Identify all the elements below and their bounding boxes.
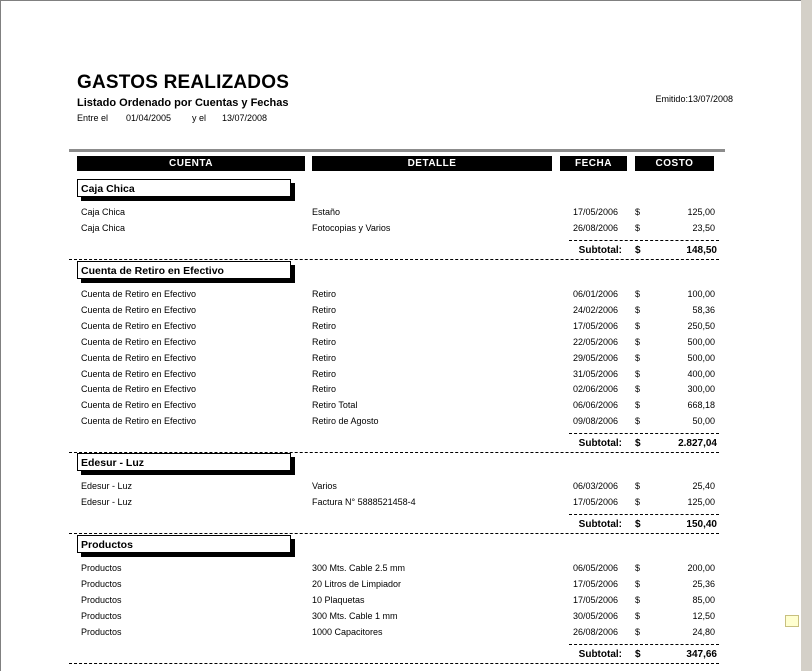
cell-costo: 250,50 (687, 320, 715, 331)
cell-cuenta: Edesur - Luz (81, 481, 133, 491)
cell-detalle: Varios (312, 481, 337, 491)
cell-currency: $ (635, 400, 641, 411)
cell-fecha: 31/05/2006 (572, 368, 618, 379)
header-rule (69, 149, 725, 152)
cell-cuenta: Cuenta de Retiro en Efectivo (81, 336, 197, 347)
col-header-fecha: FECHA (560, 156, 627, 171)
cell-costo: 668,18 (687, 400, 715, 411)
subtotal-row (1, 518, 801, 532)
group-title: Productos (77, 535, 291, 553)
cell-costo: 200,00 (687, 563, 715, 573)
cell-detalle: Retiro de Agosto (312, 416, 379, 427)
cell-fecha: 02/06/2006 (572, 384, 618, 395)
cell-detalle: Factura N° 5888521458-4 (312, 496, 416, 507)
cell-cuenta: Cuenta de Retiro en Efectivo (81, 400, 197, 411)
emitido-date: Emitido:13/07/2008 (655, 94, 733, 104)
col-header-costo: COSTO (635, 156, 714, 171)
cell-fecha: 29/05/2006 (572, 352, 618, 363)
subtotal-row (1, 244, 801, 258)
group-separator (69, 259, 719, 260)
cell-cuenta: Productos (81, 563, 122, 573)
cell-fecha: 26/08/2006 (572, 626, 618, 637)
table-row (1, 577, 801, 591)
cell-currency: $ (635, 481, 641, 491)
cell-costo: 23,50 (692, 222, 715, 233)
cell-fecha: 06/06/2006 (572, 400, 618, 411)
cell-costo: 50,00 (692, 416, 715, 427)
cell-costo: 24,80 (692, 626, 715, 637)
cell-fecha: 17/05/2006 (572, 594, 618, 605)
col-header-cuenta: CUENTA (77, 156, 305, 171)
table-row (1, 221, 801, 235)
cell-fecha: 06/03/2006 (572, 481, 618, 491)
group-title: Edesur - Luz (77, 453, 291, 471)
subtotal-value: 347,66 (686, 648, 717, 660)
cell-detalle: Retiro (312, 384, 337, 395)
cell-currency: $ (635, 289, 641, 299)
cell-cuenta: Cuenta de Retiro en Efectivo (81, 352, 197, 363)
table-row (1, 367, 801, 381)
cell-cuenta: Cuenta de Retiro en Efectivo (81, 320, 197, 331)
cell-detalle: Retiro (312, 368, 337, 379)
cell-fecha: 17/05/2006 (572, 320, 618, 331)
cell-costo: 58,36 (692, 304, 715, 315)
cell-costo: 25,40 (692, 481, 715, 491)
group-title: Caja Chica (77, 179, 291, 197)
col-header-detalle: DETALLE (312, 156, 552, 171)
subtotal-row (1, 437, 801, 451)
range-and: y el (192, 113, 207, 123)
cell-fecha: 17/05/2006 (572, 578, 618, 589)
subtotal-label: Subtotal: (578, 244, 622, 256)
table-row (1, 319, 801, 333)
table-row (1, 205, 801, 219)
cell-fecha: 09/08/2006 (572, 416, 618, 427)
cell-costo: 25,36 (692, 578, 715, 589)
cell-detalle: Retiro (312, 289, 337, 299)
cell-detalle: Fotocopias y Varios (312, 222, 391, 233)
cell-detalle: 300 Mts. Cable 1 mm (312, 610, 398, 621)
cell-detalle: Retiro (312, 336, 337, 347)
cell-detalle: Estaño (312, 207, 341, 217)
cell-currency: $ (635, 416, 641, 427)
cell-currency: $ (635, 336, 641, 347)
cell-detalle: 20 Litros de Limpiador (312, 578, 402, 589)
range-label: Entre el (77, 113, 109, 123)
cell-detalle: 300 Mts. Cable 2.5 mm (312, 563, 406, 573)
cell-costo: 125,00 (687, 496, 715, 507)
table-row (1, 351, 801, 365)
cell-currency: $ (635, 207, 641, 217)
cell-cuenta: Cuenta de Retiro en Efectivo (81, 289, 197, 299)
cell-currency: $ (635, 222, 641, 233)
cell-costo: 12,50 (692, 610, 715, 621)
cell-costo: 400,00 (687, 368, 715, 379)
cell-cuenta: Productos (81, 626, 122, 637)
cell-costo: 300,00 (687, 384, 715, 395)
cell-detalle: 1000 Capacitores (312, 626, 383, 637)
cell-currency: $ (635, 626, 641, 637)
cell-fecha: 24/02/2006 (572, 304, 618, 315)
cell-currency: $ (635, 578, 641, 589)
table-row (1, 382, 801, 396)
subtotal-rule (569, 514, 719, 515)
cell-cuenta: Cuenta de Retiro en Efectivo (81, 416, 197, 427)
cell-detalle: Retiro (312, 304, 337, 315)
cell-costo: 85,00 (692, 594, 715, 605)
range-from: 01/04/2005 (126, 113, 172, 123)
cell-cuenta: Cuenta de Retiro en Efectivo (81, 368, 197, 379)
cell-detalle: 10 Plaquetas (312, 594, 365, 605)
subtotal-label: Subtotal: (578, 518, 622, 530)
table-row (1, 335, 801, 349)
group-separator (69, 663, 719, 664)
cell-cuenta: Productos (81, 578, 122, 589)
range-to: 13/07/2008 (222, 113, 268, 123)
table-row (1, 625, 801, 639)
subtotal-label: Subtotal: (578, 438, 622, 450)
cell-currency: $ (635, 594, 641, 605)
subtotal-row (1, 648, 801, 662)
subtotal-rule (569, 240, 719, 241)
table-row (1, 303, 801, 317)
tray-note-icon (785, 615, 799, 627)
cell-costo: 500,00 (687, 336, 715, 347)
cell-fecha: 26/08/2006 (572, 222, 618, 233)
cell-currency: $ (635, 496, 641, 507)
cell-currency: $ (635, 563, 641, 573)
cell-fecha: 17/05/2006 (572, 207, 618, 217)
subtotal-rule (569, 433, 719, 434)
subtotal-currency: $ (635, 244, 641, 256)
cell-cuenta: Edesur - Luz (81, 496, 133, 507)
subtotal-currency: $ (635, 438, 641, 450)
table-row (1, 479, 801, 493)
cell-fecha: 17/05/2006 (572, 496, 618, 507)
cell-cuenta: Cuenta de Retiro en Efectivo (81, 384, 197, 395)
table-row (1, 414, 801, 428)
cell-fecha: 06/01/2006 (572, 289, 618, 299)
group-separator (69, 533, 719, 534)
cell-currency: $ (635, 304, 641, 315)
cell-cuenta: Productos (81, 610, 122, 621)
table-row (1, 561, 801, 575)
subtotal-value: 150,40 (686, 518, 717, 530)
cell-currency: $ (635, 610, 641, 621)
subtotal-currency: $ (635, 518, 641, 530)
subtotal-rule (569, 644, 719, 645)
cell-costo: 125,00 (687, 207, 715, 217)
cell-detalle: Retiro Total (312, 400, 358, 411)
cell-costo: 100,00 (687, 289, 715, 299)
table-row (1, 609, 801, 623)
subtotal-value: 148,50 (686, 244, 717, 256)
cell-cuenta: Cuenta de Retiro en Efectivo (81, 304, 197, 315)
cell-cuenta: Caja Chica (81, 207, 126, 217)
cell-fecha: 22/05/2006 (572, 336, 618, 347)
cell-currency: $ (635, 352, 641, 363)
subtotal-currency: $ (635, 648, 641, 660)
cell-costo: 500,00 (687, 352, 715, 363)
subtotal-label: Subtotal: (578, 648, 622, 660)
table-row (1, 495, 801, 509)
table-row (1, 287, 801, 301)
cell-fecha: 30/05/2006 (572, 610, 618, 621)
cell-currency: $ (635, 384, 641, 395)
cell-currency: $ (635, 320, 641, 331)
cell-cuenta: Productos (81, 594, 122, 605)
group-title: Cuenta de Retiro en Efectivo (77, 261, 291, 279)
subtotal-value: 2.827,04 (678, 438, 717, 450)
cell-detalle: Retiro (312, 320, 337, 331)
report-subtitle: Listado Ordenado por Cuentas y Fechas (77, 97, 289, 109)
table-row (1, 593, 801, 607)
table-row (1, 398, 801, 412)
cell-fecha: 06/05/2006 (572, 563, 618, 573)
report-title: GASTOS REALIZADOS (77, 72, 290, 93)
cell-cuenta: Caja Chica (81, 222, 126, 233)
cell-detalle: Retiro (312, 352, 337, 363)
cell-currency: $ (635, 368, 641, 379)
